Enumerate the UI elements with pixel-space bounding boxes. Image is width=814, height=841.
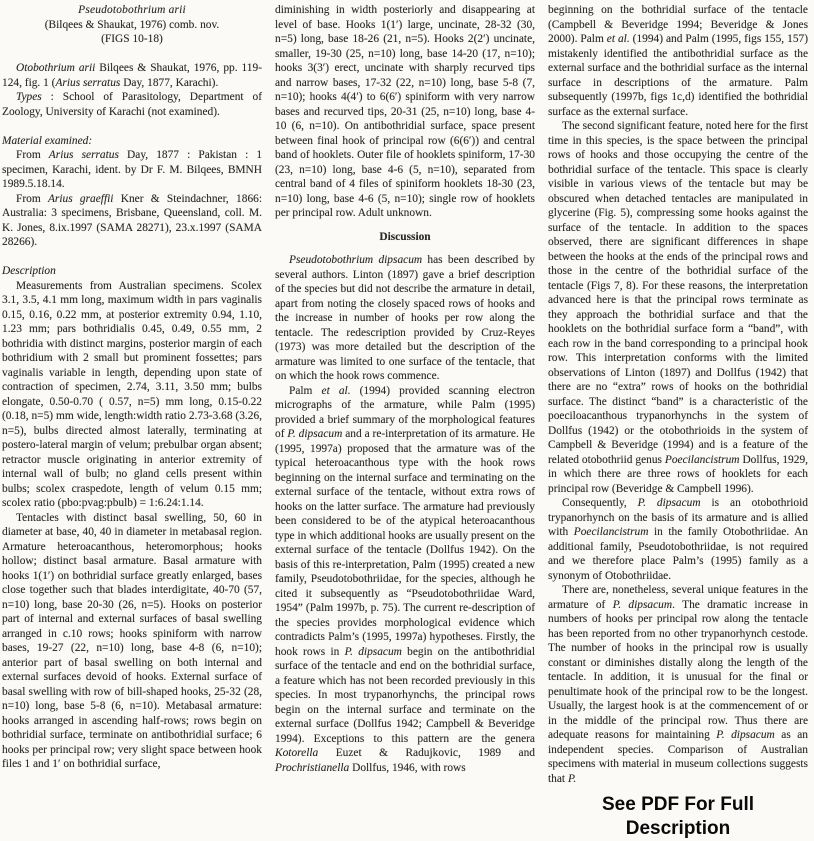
paragraph <box>548 583 808 786</box>
paragraph <box>548 496 808 583</box>
italic-text-run: P. dipsacum <box>344 645 402 658</box>
text-run: has been described by several authors. Linton (1897) gave a brief description of the species but did not describe the armature in detail, apart from noting the closely spaced rows of hooks and the increase in number of hooks per row along the tentacle. The redescription provided by Cruz-Reyes (1973) was more detailed but the description of the armature was limited to one surface of the tentacle, that on which the hook rows commence. <box>275 254 535 382</box>
italic-text-run: Prochristianella <box>275 761 350 774</box>
paragraph <box>2 511 262 772</box>
text-run: and a re-interpretation of its armature. He (1995, 1997a) proposed that the armature was of the typical heteroacanthous type with the hook rows beginning on the internal surface and terminating on the external surface of the tentacle, without extra rows of hooks on the latter surface. The armature had previously been considered to be of the atypical heteroacanthous type in which additional hooks are usually present on the external surface of the tentacle (Dollfus 1942). On the basis of this re-interpretation, Palm (1995) created a new family, Pseudotobothriidae, for the species, although he cited it subsequently as “Pseudotobothriidae Ward, 1954” (Palm 1997b, p. 75). The current re-description of the species provides morphological evidence which contradicts Palm’s (1995, 1997a) hypotheses. Firstly, the hook rows in <box>275 428 535 658</box>
text-run: (Bilqees & Shaukat, 1976) comb. nov. <box>44 18 220 31</box>
paragraph <box>2 192 262 250</box>
text-run: . The dramatic increase in numbers of hooks per principal row along the tentacle has been reported from no other trypanorhynch cestode. The number of hooks in the principal row is usually constant or diminishes distally along the length of the tentacle. In addition, it is unusual for the final or penultimate hook of the principal row to be the longest. Usually, the largest hook is at the commencement of or in the middle of the principal row. Thus there are adequate reasons for maintaining <box>548 598 808 741</box>
paragraph-continuation <box>548 3 808 119</box>
spacer <box>2 47 262 62</box>
text-run: See PDF For Full Description <box>601 794 755 839</box>
see-pdf-note <box>548 793 808 841</box>
discussion-heading <box>275 230 535 245</box>
paragraph <box>2 90 262 119</box>
italic-text-run: P. dipsacum <box>637 497 701 509</box>
text-run: Tentacles with distinct basal swelling, 50, 60 in diameter at base, 40, 40 in diameter in metabasal region. Armature heteroacanthous, heteromorphous; hooks hollow; distinct basal armature. Basal armature with hooks 1(1′) on bothridial surface greatly enlarged, bases close together such that blades interdigitate, 40-70 (57, n=10) long, base 20-30 (26, n=5). Hooks on posterior part of internal and external surfaces of basal swelling arranged in c.10 rows; hooks spiniform with narrow bases, 19-27 (22, n=10) long, base 4-8 (6, n=10); anterior part of basal swelling on both internal and external surfaces devoid of hooks. External surface of basal swelling with row of bill-shaped hooks, 25-32 (28, n=10) long, base 5-8 (6, n=10). Metabasal armature: hooks arranged in ascending half-rows; rows begin on bothridial surface, terminate on antibothridial surface; 6 hooks per principal row; very slight space between hook files 1 and 1′ on bothridial surface, <box>2 511 262 770</box>
italic-text-run: Otobothrium arii <box>16 62 96 74</box>
text-run: (FIGS 10-18) <box>101 33 163 45</box>
paragraph <box>548 119 808 496</box>
text-run: Dollfus, 1929, in which there are three rows of hooklets for each principal row (Beveridge & Campbell 1996). <box>548 453 808 495</box>
italic-text-run: Description <box>2 265 56 277</box>
text-run: is an otobothrioid trypanorhynch on the basis of its armature and is allied with <box>548 497 808 538</box>
text-run: Measurements from Australian specimens. Scolex 3.1, 3.5, 4.1 mm long, maximum width in pars vaginalis 0.15, 0.16, 0.22 mm, at posterior extremity 0.94, 1.10, 1.23 mm; pars bothridialis 0.45, 0.49, 0.55 mm, 2 bothridia with distinct margins, posterior margin of each bothridium with 2 small but prominent fossettes; pars vaginalis variable in length, depending upon state of contraction of specimen, 2.74, 3.11, 3.50 mm; bulbs elongate, 0.50-0.70 ( 0.57, n=5) mm long, 0.15-0.22 (0.18, n=5) mm wide, length:width ratio 2.73-3.68 (3.26, n=5), bulbs directed almost laterally, terminating at postero-lateral margin of velum; prebulbar organ absent; retractor muscle originating in anterior extremity of internal wall of bulb; no gland cells present within bulbs; scolex craspedote, length of velum 0.15 mm; scolex ratio (pbo:pvag:pbulb) = 1:6.24:1.14. <box>2 279 262 509</box>
section-heading <box>2 134 262 149</box>
text-run: From <box>16 149 49 161</box>
text-run: Euzet & Radujkovic, 1989 and <box>318 747 535 759</box>
spacer <box>2 250 262 265</box>
italic-text-run: Pseudotobothrium arii <box>78 4 186 16</box>
italic-text-run: P. dipsacum <box>612 598 673 611</box>
italic-text-run: Pseudotobothrium dipsacum <box>289 254 423 266</box>
italic-text-run: P. dipsacum <box>716 729 775 741</box>
text-run: begin on the antibothridial surface of the tentacle and end on the bothridial surface, a feature which has not been recorded previously in this species. In most trypanorhynchs, the principal rows begin on the internal surface and terminate on the external surface (Dollfus 1942; Campbell & Beveridge 1994). Exceptions to this pattern are the genera <box>275 645 535 745</box>
paragraph <box>2 279 262 511</box>
title-detail-line <box>2 18 262 33</box>
text-run: Kner & Steindachner, 1866: Australia: 3 specimens, Brisbane, Queensland, coll. M. K. Jones, 8.ix.1997 (SAMA 28271), 23.x.1997 (SAMA 28266). <box>2 192 262 248</box>
text-run: diminishing in width posteriorly and disappearing at level of base. Hooks 1(1′) large, uncinate, 28-32 (30, n=5) long, base 18-26 (21, n=5). Hooks 2(2′) uncinate, smaller, 19-30 (25, n=10) long, base 14-20 (17, n=10); hooks 3(3′) erect, uncinate with sharply recurved tips and narrow bases, 17-32 (22, n=10) long, base 5-8 (7, n=10); hooks 4(4′) to 6(6′) spiniform with very narrow bases and recurved tips, 20-31 (25, n=10) long, base 4-10 (6, n=10). On antibothridial surface, space present between final hook of principal row (6(6′)) and central band of hooklets. Outer file of hooklets spiniform, 17-30 (23, n=10) long, base 4-6 (5, n=10), separated from central band of 4 files of spiniform hooklets 18-30 (23, n=10) long, base 4-6 (5, n=10); single row of hooklets per principal row. Adult unknown. <box>275 4 535 219</box>
italic-text-run: Material examined: <box>2 134 93 147</box>
text-run: Day, 1877 : Pakistan : 1 specimen, Karachi, ident. by Dr F. M. Bilqees, BMNH 1989.5.18.14. <box>2 149 263 190</box>
italic-text-run: Poecilancistrum <box>573 526 649 538</box>
spacer <box>2 119 262 134</box>
text-run: Bilqees & Shaukat, 1976, pp. 119-124, fig. 1 ( <box>2 62 262 89</box>
spacer <box>275 244 535 253</box>
italic-text-run: et al. <box>321 384 351 397</box>
paragraph <box>275 384 535 776</box>
italic-text-run: Kotorella <box>275 747 319 759</box>
title-detail-line <box>2 32 262 47</box>
spacer <box>275 221 535 230</box>
italic-text-run: Arius serratus <box>48 149 119 161</box>
italic-text-run: Poecilancistrum <box>664 453 740 466</box>
paper-column-right <box>548 3 809 839</box>
paper-column-left <box>2 3 262 791</box>
text-run: There are, nonetheless, several unique features in the armature of <box>548 584 808 611</box>
text-run: Consequently, <box>562 497 638 509</box>
paragraph <box>2 61 262 90</box>
paragraph-continuation <box>275 3 535 221</box>
text-run: : School of Parasitology, Department of Zoology, University of Karachi (not examined). <box>2 91 262 118</box>
italic-text-run: Arius serratus <box>55 76 121 89</box>
text-run: in the family Otobothriidae. An additional family, Pseudotobothriidae, is not required and we therefore place Palm’s (1995) family as a synonym of Otobothriidae. <box>548 526 808 582</box>
text-run: The second significant feature, noted here for the first time in this species, is the space between the principal rows of hooks and those occupying the centre of the bothridial surface of the tentacle. This space is clearly visible in various views of the tentacle but may be obscured when detached tentacles are manipulated in glycerine (Fig. 5), compressing some hooks against the surface of the tentacle. In addition to the spaces observed, there are significant differences in shape between the hooks at the ends of the principal rows and those in the centre of the bothridial surface of the tentacle (Figs 7, 8). For these reasons, the interpretation advanced here is that the principal rows terminate as they approach the bothridial surface and that the hooklets on the bothridial surface form a “band”, with each row in the band corresponding to a principal hook row. This interpretation conforms with the limited observations of Linton (1897) and Dollfus (1942) that there are no “extra” rows of hooks on the bothridial surface. The distinct “band” is a characteristic of the poeciloacanthous trypanorhynchs in the system of Dollfus (1942) or the otobothrioids in the system of Campbell & Beveridge (1994) and is a feature of the related otobothriid genus <box>548 120 808 466</box>
paper-title <box>2 3 262 18</box>
text-run: beginning on the bothridial surface of the tentacle (Campbell & Beveridge 1994; Beveridge & Jones 2000). Palm <box>548 4 808 45</box>
text-run: From <box>16 192 48 205</box>
italic-text-run: P. <box>567 772 577 785</box>
text-run: Dollfus, 1946, with rows <box>349 761 466 774</box>
text-run: Discussion <box>379 230 431 243</box>
italic-text-run: et al. <box>606 33 630 45</box>
italic-text-run: Types <box>16 91 42 103</box>
paper-column-middle <box>275 3 535 791</box>
text-run: as an independent species. Comparison of Australian specimens with material in museum collections suggests that <box>548 729 808 785</box>
section-heading <box>2 264 262 279</box>
italic-text-run: Arius graeffii <box>47 192 114 205</box>
text-run: (1994) and Palm (1995, figs 155, 157) mistakenly identified the antibothridial surface as the external surface and the bothridial surface as the internal surface in descriptions of the armature. Palm subsequently (1997b, figs 1c,d) identified the bothridial surface as the external surface. <box>548 33 809 118</box>
text-run: Day, 1877, Karachi). <box>120 76 219 89</box>
italic-text-run: P. dipsacum <box>287 428 343 440</box>
text-run: Palm <box>289 384 322 397</box>
text-run: (1994) provided scanning electron micrographs of the armature, while Palm (1995) provided a brief summary of the morphological features of <box>275 384 536 440</box>
paragraph <box>275 253 535 384</box>
paragraph <box>2 148 262 192</box>
